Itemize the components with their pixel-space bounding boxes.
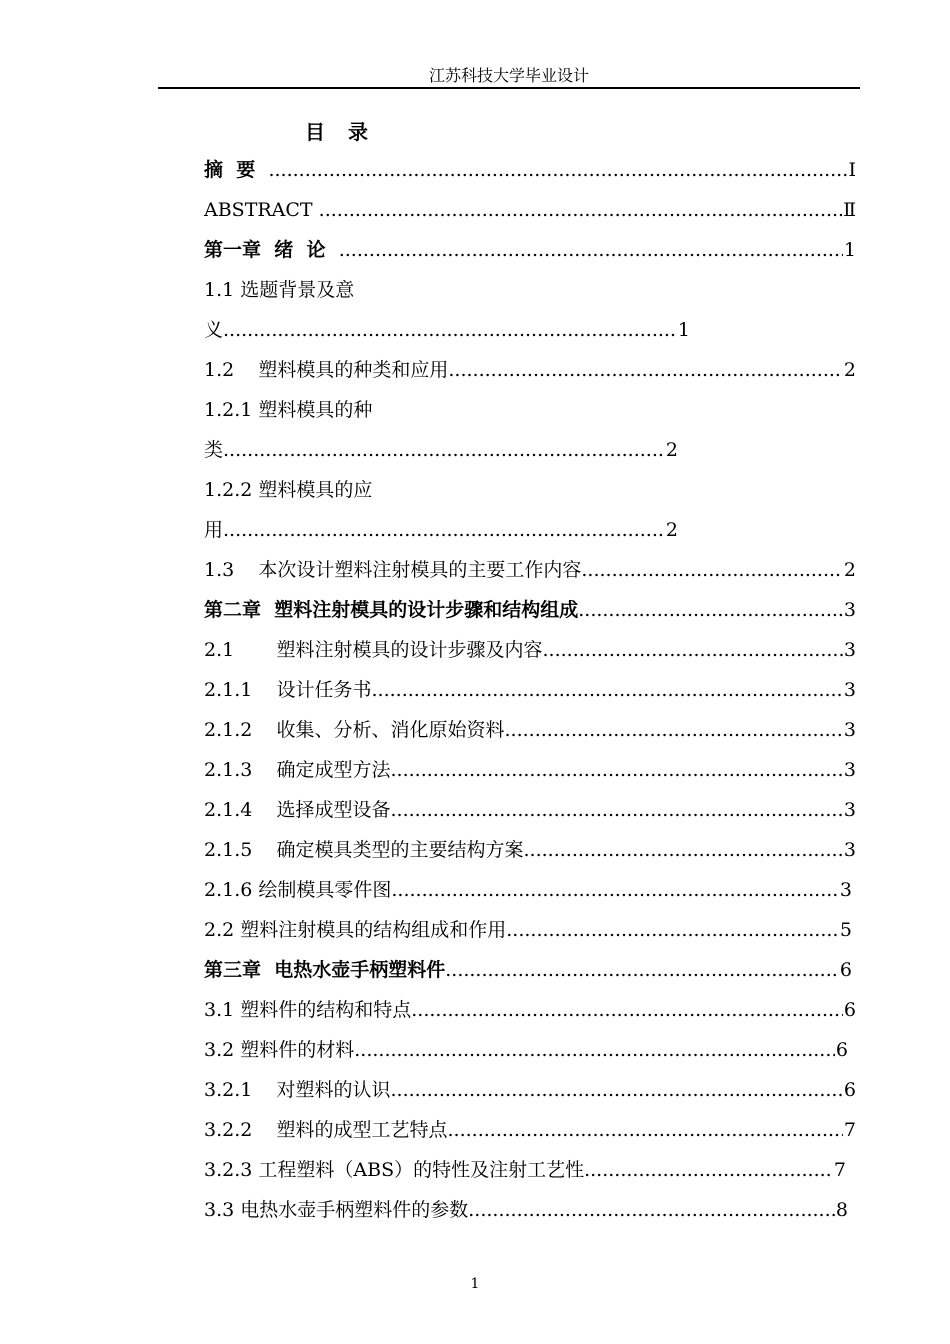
toc-entry[interactable] [204, 355, 856, 385]
toc-entry[interactable] [204, 995, 856, 1025]
toc-page-number: 2 [843, 559, 856, 581]
toc-page-number: 2 [665, 519, 678, 541]
toc-entry[interactable] [204, 515, 678, 545]
toc-entry-label: 1.3 本次设计塑料注射模具的主要工作内容 [204, 559, 582, 581]
toc-entry[interactable] [204, 435, 678, 465]
toc-entry-label: 3.1 塑料件的结构和特点 [204, 999, 412, 1021]
dot-leader [223, 315, 677, 345]
toc-entry-label-continuation: 用 [204, 519, 224, 541]
toc-entry-label: 2.1.5 确定模具类型的主要结构方案 [204, 839, 524, 861]
dot-leader [581, 555, 843, 585]
dot-leader [448, 1115, 843, 1145]
toc-entry[interactable] [204, 715, 856, 745]
toc-entry[interactable] [204, 1195, 848, 1225]
toc-entry[interactable] [204, 1155, 846, 1185]
toc-entry-label-continuation: 义 [204, 319, 224, 341]
toc-entry[interactable] [204, 675, 856, 705]
toc-entry[interactable] [204, 1115, 856, 1145]
toc-entry[interactable] [204, 195, 856, 225]
toc-entry[interactable] [204, 595, 856, 625]
toc-entry[interactable] [204, 835, 856, 865]
toc-entry-label: 2.1 塑料注射模具的设计步骤及内容 [204, 639, 543, 661]
dot-leader [391, 755, 843, 785]
dot-leader [223, 435, 665, 465]
dot-leader [506, 915, 839, 945]
toc-entry-label: 1.2.2 塑料模具的应 [204, 479, 373, 501]
toc-entry-label: 3.2.2 塑料的成型工艺特点 [204, 1119, 448, 1141]
toc-entry[interactable] [204, 155, 856, 185]
toc-entry-label: 摘 要 [204, 159, 269, 181]
dot-leader [223, 515, 665, 545]
toc-page-number: 3 [843, 639, 856, 661]
toc-entry[interactable] [204, 755, 856, 785]
toc-page-number: 5 [839, 919, 852, 941]
toc-entry[interactable] [204, 315, 690, 345]
dot-leader [445, 955, 839, 985]
toc-entry[interactable] [204, 915, 852, 945]
dot-leader [391, 1075, 843, 1105]
toc-page-number: 8 [835, 1199, 848, 1221]
toc-page-number: 3 [843, 759, 856, 781]
toc-entry-label: 1.2.1 塑料模具的种 [204, 399, 373, 421]
dot-leader [391, 875, 839, 905]
toc-page-number: 2 [665, 439, 678, 461]
toc-page-number: 3 [843, 719, 856, 741]
toc-page-number: 6 [839, 959, 852, 981]
toc-entry[interactable] [204, 1075, 856, 1105]
dot-leader [372, 675, 843, 705]
dot-leader [354, 1035, 835, 1065]
dot-leader [524, 835, 843, 865]
toc-entry[interactable] [204, 635, 856, 665]
toc-page-number: Ⅱ [843, 199, 856, 221]
toc-entry-label: 2.1.4 选择成型设备 [204, 799, 391, 821]
toc-page-number: 1 [677, 319, 690, 341]
page-number: 1 [470, 1276, 480, 1292]
dot-leader [505, 715, 843, 745]
toc-entry[interactable] [204, 875, 852, 905]
toc-entry[interactable] [204, 555, 856, 585]
dot-leader [411, 995, 843, 1025]
dot-leader [391, 795, 843, 825]
toc-page-number: 6 [835, 1039, 848, 1061]
toc-entry-label: 2.1.1 设计任务书 [204, 679, 372, 701]
toc-page-number: I [848, 159, 856, 181]
toc-entry-label: 1.1 选题背景及意 [204, 279, 355, 301]
dot-leader [268, 155, 847, 185]
toc-entry-label: 3.2.3 工程塑料（ABS）的特性及注射工艺性 [204, 1159, 585, 1181]
toc-entry-label: 第一章 绪 论 [204, 239, 339, 261]
dot-leader [468, 1195, 835, 1225]
toc-page-number: 3 [843, 799, 856, 821]
toc-page-number: 2 [843, 359, 856, 381]
toc-entry-label: 3.3 电热水壶手柄塑料件的参数 [204, 1199, 469, 1221]
toc-entry-label: ABSTRACT [204, 199, 319, 221]
toc-entry-label: 1.2 塑料模具的种类和应用 [204, 359, 449, 381]
toc-page-number: 7 [833, 1159, 846, 1181]
dot-leader [543, 635, 843, 665]
toc-entry[interactable] [204, 235, 856, 265]
toc-entry-label-continuation: 类 [204, 439, 224, 461]
toc-entry-label: 3.2.1 对塑料的认识 [204, 1079, 391, 1101]
toc-page-number: 3 [843, 679, 856, 701]
toc-entry-label: 2.1.3 确定成型方法 [204, 759, 391, 781]
toc-page-number: 3 [839, 879, 852, 901]
toc-entry-label: 2.1.2 收集、分析、消化原始资料 [204, 719, 505, 741]
toc-title: 目 录 [305, 120, 376, 144]
toc-entry-label: 第三章 电热水壶手柄塑料件 [204, 959, 446, 981]
toc-entry[interactable] [204, 795, 856, 825]
toc-entry-label: 2.2 塑料注射模具的结构组成和作用 [204, 919, 507, 941]
toc-page-number: 7 [843, 1119, 856, 1141]
toc-entry-label: 第二章 塑料注射模具的设计步骤和结构组成 [204, 599, 579, 621]
toc-entry[interactable] [204, 1035, 848, 1065]
toc-entry[interactable] [204, 955, 852, 985]
dot-leader [584, 1155, 833, 1185]
dot-leader [319, 195, 842, 225]
header-divider [158, 87, 860, 89]
dot-leader [448, 355, 843, 385]
toc-entry-label: 3.2 塑料件的材料 [204, 1039, 355, 1061]
dot-leader [578, 595, 843, 625]
dot-leader [339, 235, 843, 265]
toc-page-number: 6 [843, 1079, 856, 1101]
toc-page-number: 1 [843, 239, 856, 261]
toc-entry-label: 2.1.6 绘制模具零件图 [204, 879, 392, 901]
toc-page-number: 3 [843, 599, 856, 621]
toc-page-number: 6 [843, 999, 856, 1021]
page-header: 江苏科技大学毕业设计 [428, 66, 589, 85]
toc-page-number: 3 [843, 839, 856, 861]
